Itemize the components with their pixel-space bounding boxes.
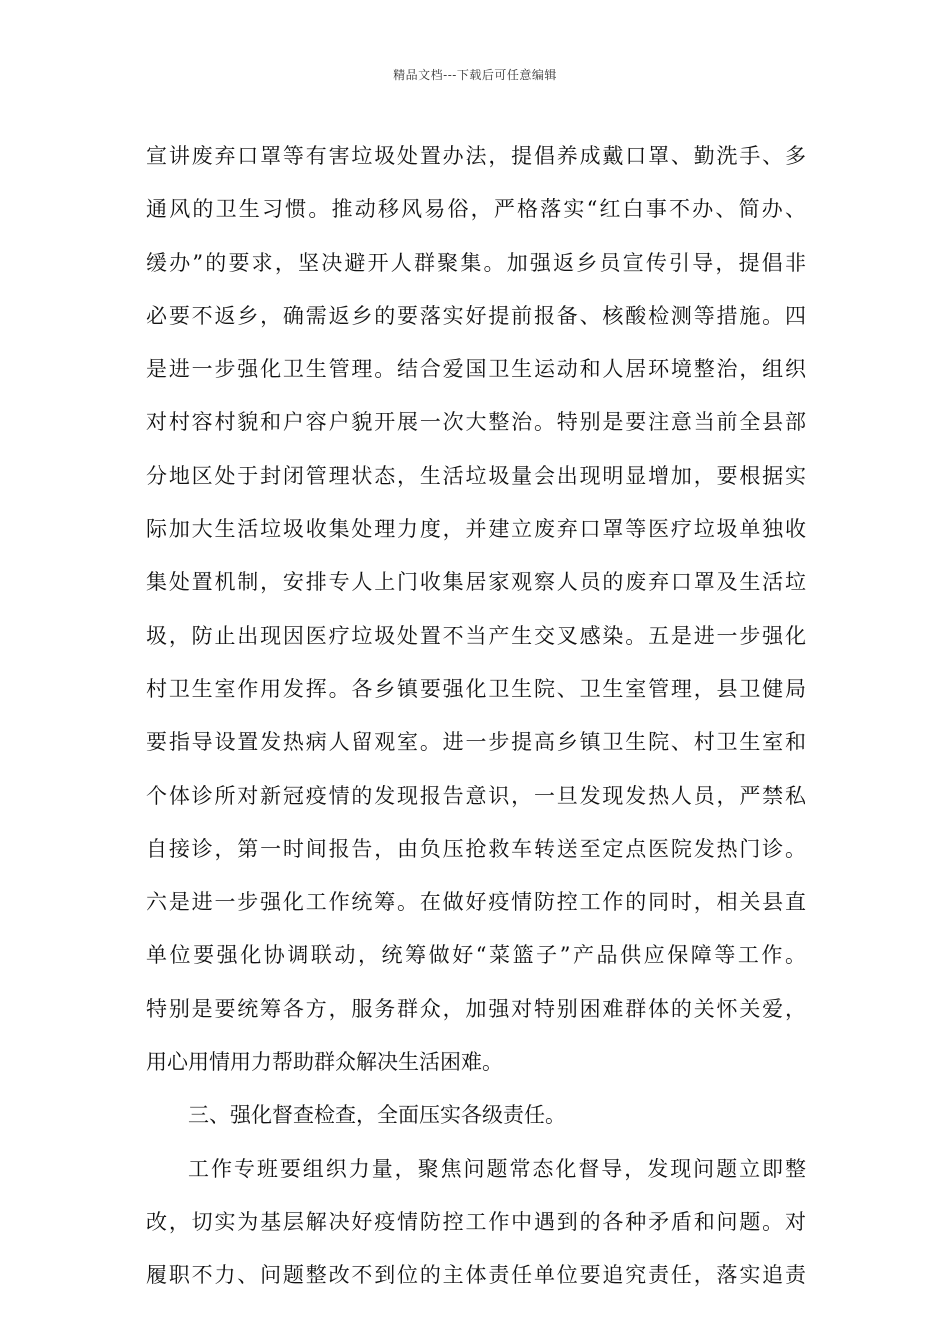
section-heading: 三、强化督查检查，全面压实各级责任。 xyxy=(188,1103,566,1128)
text-line: 用心用情用力帮助群众解决生活困难。 xyxy=(146,1050,503,1075)
document-body xyxy=(146,130,806,1303)
text-line: 要指导设置发热病人留观室。进一步提高乡镇卫生院、村卫生室和 xyxy=(146,730,806,755)
text-line: 是进一步强化卫生管理。结合爱国卫生运动和人居环境整治，组织 xyxy=(146,357,806,382)
text-line: 改，切实为基层解决好疫情防控工作中遇到的各种矛盾和问题。对 xyxy=(146,1209,806,1234)
text-line: 际加大生活垃圾收集处理力度，并建立废弃口罩等医疗垃圾单独收 xyxy=(146,517,806,542)
page-header: 精品文档---下载后可任意编辑 xyxy=(393,68,557,82)
text-line: 集处置机制，安排专人上门收集居家观察人员的废弃口罩及生活垃 xyxy=(146,570,806,595)
text-line: 分地区处于封闭管理状态，生活垃圾量会出现明显增加，要根据实 xyxy=(146,463,806,488)
text-line: 宣讲废弃口罩等有害垃圾处置办法，提倡养成戴口罩、勤洗手、多 xyxy=(146,144,806,168)
text-line: 必要不返乡，确需返乡的要落实好提前报备、核酸检测等措施。四 xyxy=(146,303,806,328)
text-line: 个体诊所对新冠疫情的发现报告意识，一旦发现发热人员，严禁私 xyxy=(146,783,806,808)
text-line: 履职不力、问题整改不到位的主体责任单位要追究责任，落实追责 xyxy=(146,1263,806,1288)
text-line: 特别是要统筹各方，服务群众，加强对特别困难群体的关怀关爱， xyxy=(146,996,806,1021)
text-line: 自接诊，第一时间报告，由负压抢救车转送至定点医院发热门诊。 xyxy=(146,836,806,861)
text-line: 缓办”的要求，坚决避开人群聚集。加强返乡员宣传引导，提倡非 xyxy=(146,250,806,275)
text-line: 对村容村貌和户容户貌开展一次大整治。特别是要注意当前全县部 xyxy=(146,410,806,435)
text-line: 工作专班要组织力量，聚焦问题常态化督导，发现问题立即整 xyxy=(188,1156,806,1181)
text-line: 圾，防止出现因医疗垃圾处置不当产生交叉感染。五是进一步强化 xyxy=(146,623,806,648)
text-line: 通风的卫生习惯。推动移风易俗，严格落实“红白事不办、简办、 xyxy=(146,197,806,222)
text-line: 六是进一步强化工作统筹。在做好疫情防控工作的同时，相关县直 xyxy=(146,890,806,915)
text-line: 单位要强化协调联动，统筹做好“菜篮子”产品供应保障等工作。 xyxy=(146,943,806,968)
text-line: 村卫生室作用发挥。各乡镇要强化卫生院、卫生室管理，县卫健局 xyxy=(146,676,806,701)
